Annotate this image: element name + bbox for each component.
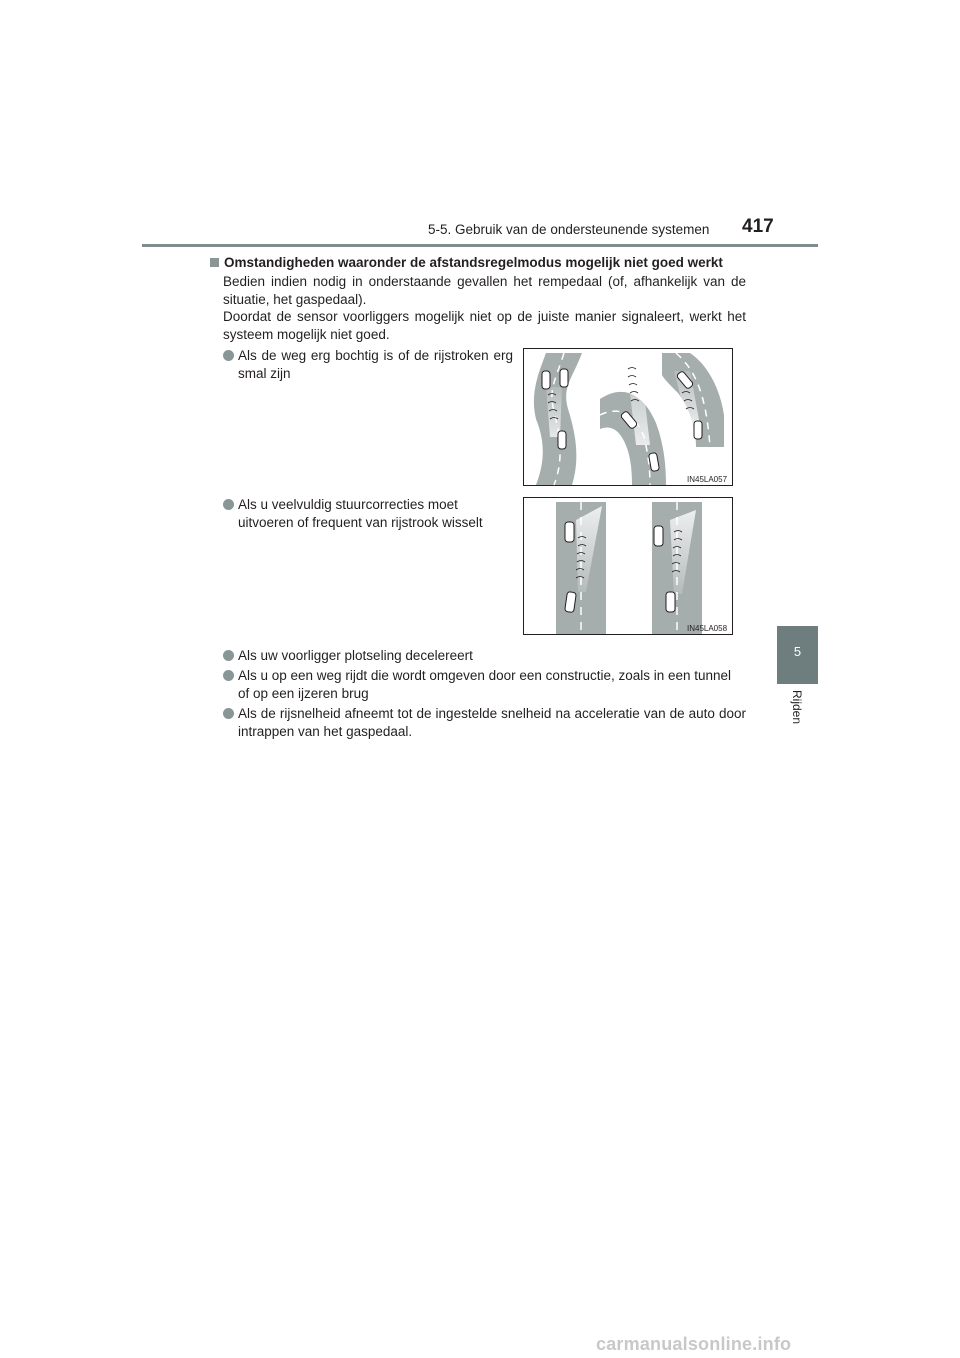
bullet-item [223,705,746,740]
bullet-text: Als de weg erg bochtig is of de rijstroken erg smal zijn [238,348,513,381]
page-number: 417 [742,216,774,237]
bullet-text: Als uw voorligger plotseling decelereert [238,648,473,663]
figure-lane-changes [523,497,733,635]
bullet-dot-icon [223,708,234,719]
bullet-text: Als u op een weg rijdt die wordt omgeven door een constructie, zoals in een tunnel of op een ijzeren brug [238,668,732,701]
bullet-item [223,496,513,531]
watermark: carmanualsonline.info [596,1334,792,1354]
chapter-label [784,690,810,750]
bullet-item [223,647,746,665]
chapter-label-text: Rijden [790,690,804,725]
section-title [210,255,750,270]
bullet-dot-icon [223,650,234,661]
bullet-text: Als u veelvuldig stuurcorrecties moet uitvoeren of frequent van rijstrook wisselt [238,497,483,530]
bullet-item [223,347,513,382]
curvy-roads-illustration [524,349,734,487]
section-title-text: Omstandigheden waaronder de afstandsregelmodus mogelijk niet goed werkt [224,255,723,270]
bullet-dot-icon [223,670,234,681]
intro-paragraph [223,273,746,343]
figure-code: IN45LA058 [687,624,728,633]
chapter-tab[interactable] [777,626,818,684]
bullet-text: Als de rijsnelheid afneemt tot de ingestelde snelheid na acceleratie van de auto door intrappen van het gaspedaal. [238,706,746,739]
lane-change-illustration [524,498,734,636]
paragraph-1: Bedien indien nodig in onderstaande gevallen het rempedaal (of, afhankelijk van de situatie, het gaspedaal). [223,274,746,307]
square-bullet-icon [210,258,219,267]
figure-code: IN45LA057 [687,475,728,484]
header-rule [142,244,818,247]
paragraph-2: Doordat de sensor voorliggers mogelijk niet op de juiste manier signaleert, werkt het systeem mogelijk niet goed. [223,309,746,342]
bullet-dot-icon [223,499,234,510]
figure-curvy-roads [523,348,733,486]
chapter-tab-number: 5 [793,644,802,659]
header-title: 5-5. Gebruik van de ondersteunende systemen [428,222,710,237]
bullet-item [223,667,746,702]
bullet-dot-icon [223,350,234,361]
